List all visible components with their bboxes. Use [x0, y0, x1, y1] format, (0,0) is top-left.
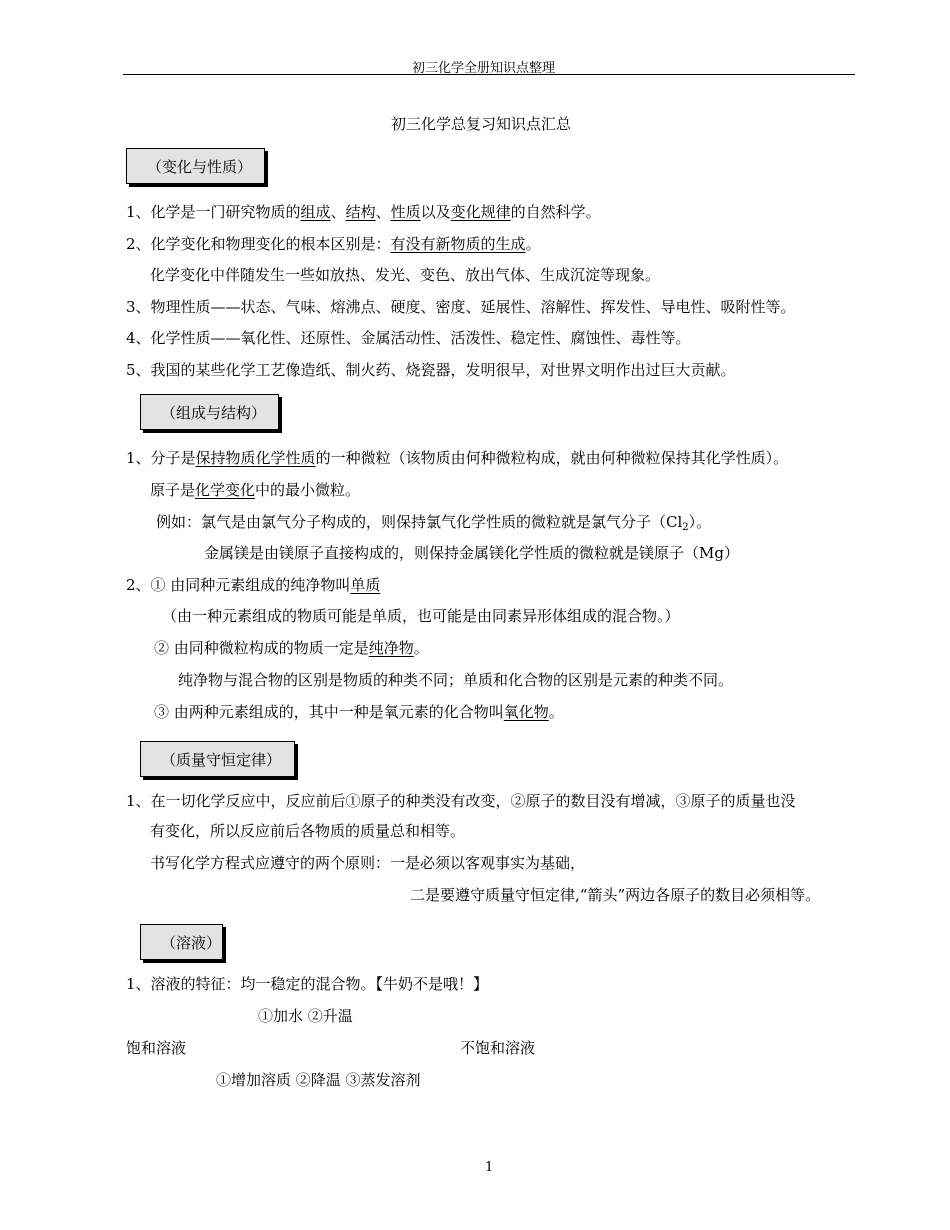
- label-unsaturated-solution: 不饱和溶液: [460, 1039, 536, 1057]
- label-saturated-solution: 饱和溶液: [126, 1039, 187, 1057]
- document-title: 初三化学总复习知识点汇总: [391, 115, 572, 133]
- section-heading-mass-conservation: （质量守恒定律）: [140, 741, 295, 777]
- paragraph-3-2: 书写化学方程式应遵守的两个原则：一是必须以客观事实为基础，: [150, 854, 586, 872]
- paragraph-2-2: 2、① 由同种元素组成的纯净物叫单质: [126, 576, 381, 594]
- section-heading-change-and-properties: （变化与性质）: [126, 148, 265, 184]
- paragraph-2-1: 1、分子是保持物质化学性质的一种微粒（该物质由何种微粒构成，就由何种微粒保持其化学性质）。: [126, 449, 789, 467]
- example-magnesium: 金属镁是由镁原子直接构成的，则保持金属镁化学性质的微粒就是镁原子（Mg）: [204, 544, 739, 562]
- paragraph-1-2-note: 化学变化中伴随发生一些如放热、发光、变色、放出气体、生成沉淀等现象。: [150, 266, 661, 284]
- running-header: 初三化学全册知识点整理: [412, 61, 556, 76]
- paragraph-1-2: 2、化学变化和物理变化的根本区别是：有没有新物质的生成。: [126, 235, 541, 253]
- example-chlorine: 例如：氯气是由氯气分子构成的，则保持氯气化学性质的微粒就是氯气分子$(Cl_2)$。: [156, 513, 712, 533]
- conversion-condition-bottom: ①增加溶质 ②降温 ③蒸发溶剂: [216, 1071, 421, 1089]
- paragraph-1-1: 1、化学是一门研究物质的组成、结构、性质以及变化规律的自然科学。: [126, 203, 601, 221]
- section-heading-composition-and-structure: （组成与结构）: [140, 394, 279, 430]
- paragraph-1-5: 5、我国的某些化学工艺像造纸、制火药、烧瓷器，发明很早，对世界文明作出过巨大贡献。: [126, 361, 736, 379]
- paragraph-3-1-line2: 有变化，所以反应前后各物质的质量总和相等。: [150, 822, 466, 840]
- header-rule: [123, 74, 855, 75]
- paragraph-2-1b: 原子是化学变化中的最小微粒。: [150, 481, 361, 499]
- paragraph-2-2b: ② 由同种微粒构成的物质一定是纯净物。: [154, 639, 429, 657]
- paragraph-1-3: 3、物理性质——状态、气味、熔沸点、硬度、密度、延展性、溶解性、挥发性、导电性、吸附性等。: [126, 298, 796, 316]
- paragraph-2-2c: ③ 由两种元素组成的，其中一种是氧元素的化合物叫氧化物。: [154, 703, 564, 721]
- paragraph-3-1-line1: 1、在一切化学反应中，反应前后①原子的种类没有改变，②原子的数目没有增减，③原子的质量也没: [126, 792, 796, 810]
- paragraph-1-4: 4、化学性质——氧化性、还原性、金属活动性、活泼性、稳定性、腐蚀性、毒性等。: [126, 329, 691, 347]
- page-number: 1: [485, 1160, 494, 1175]
- section-heading-solution: （溶液）: [140, 924, 223, 960]
- paragraph-4-1: 1、溶液的特征：均一稳定的混合物。【牛奶不是哦！】: [126, 975, 489, 993]
- conversion-condition-top: ①加水 ②升温: [258, 1007, 353, 1025]
- paragraph-2-2b-note: 纯净物与混合物的区别是物质的种类不同；单质和化合物的区别是元素的种类不同。: [178, 671, 734, 689]
- paragraph-2-2-note: （由一种元素组成的物质可能是单质，也可能是由同素异形体组成的混合物。）: [162, 607, 680, 625]
- paragraph-3-3: 二是要遵守质量守恒定律,“箭头”两边各原子的数目必须相等。: [410, 886, 821, 904]
